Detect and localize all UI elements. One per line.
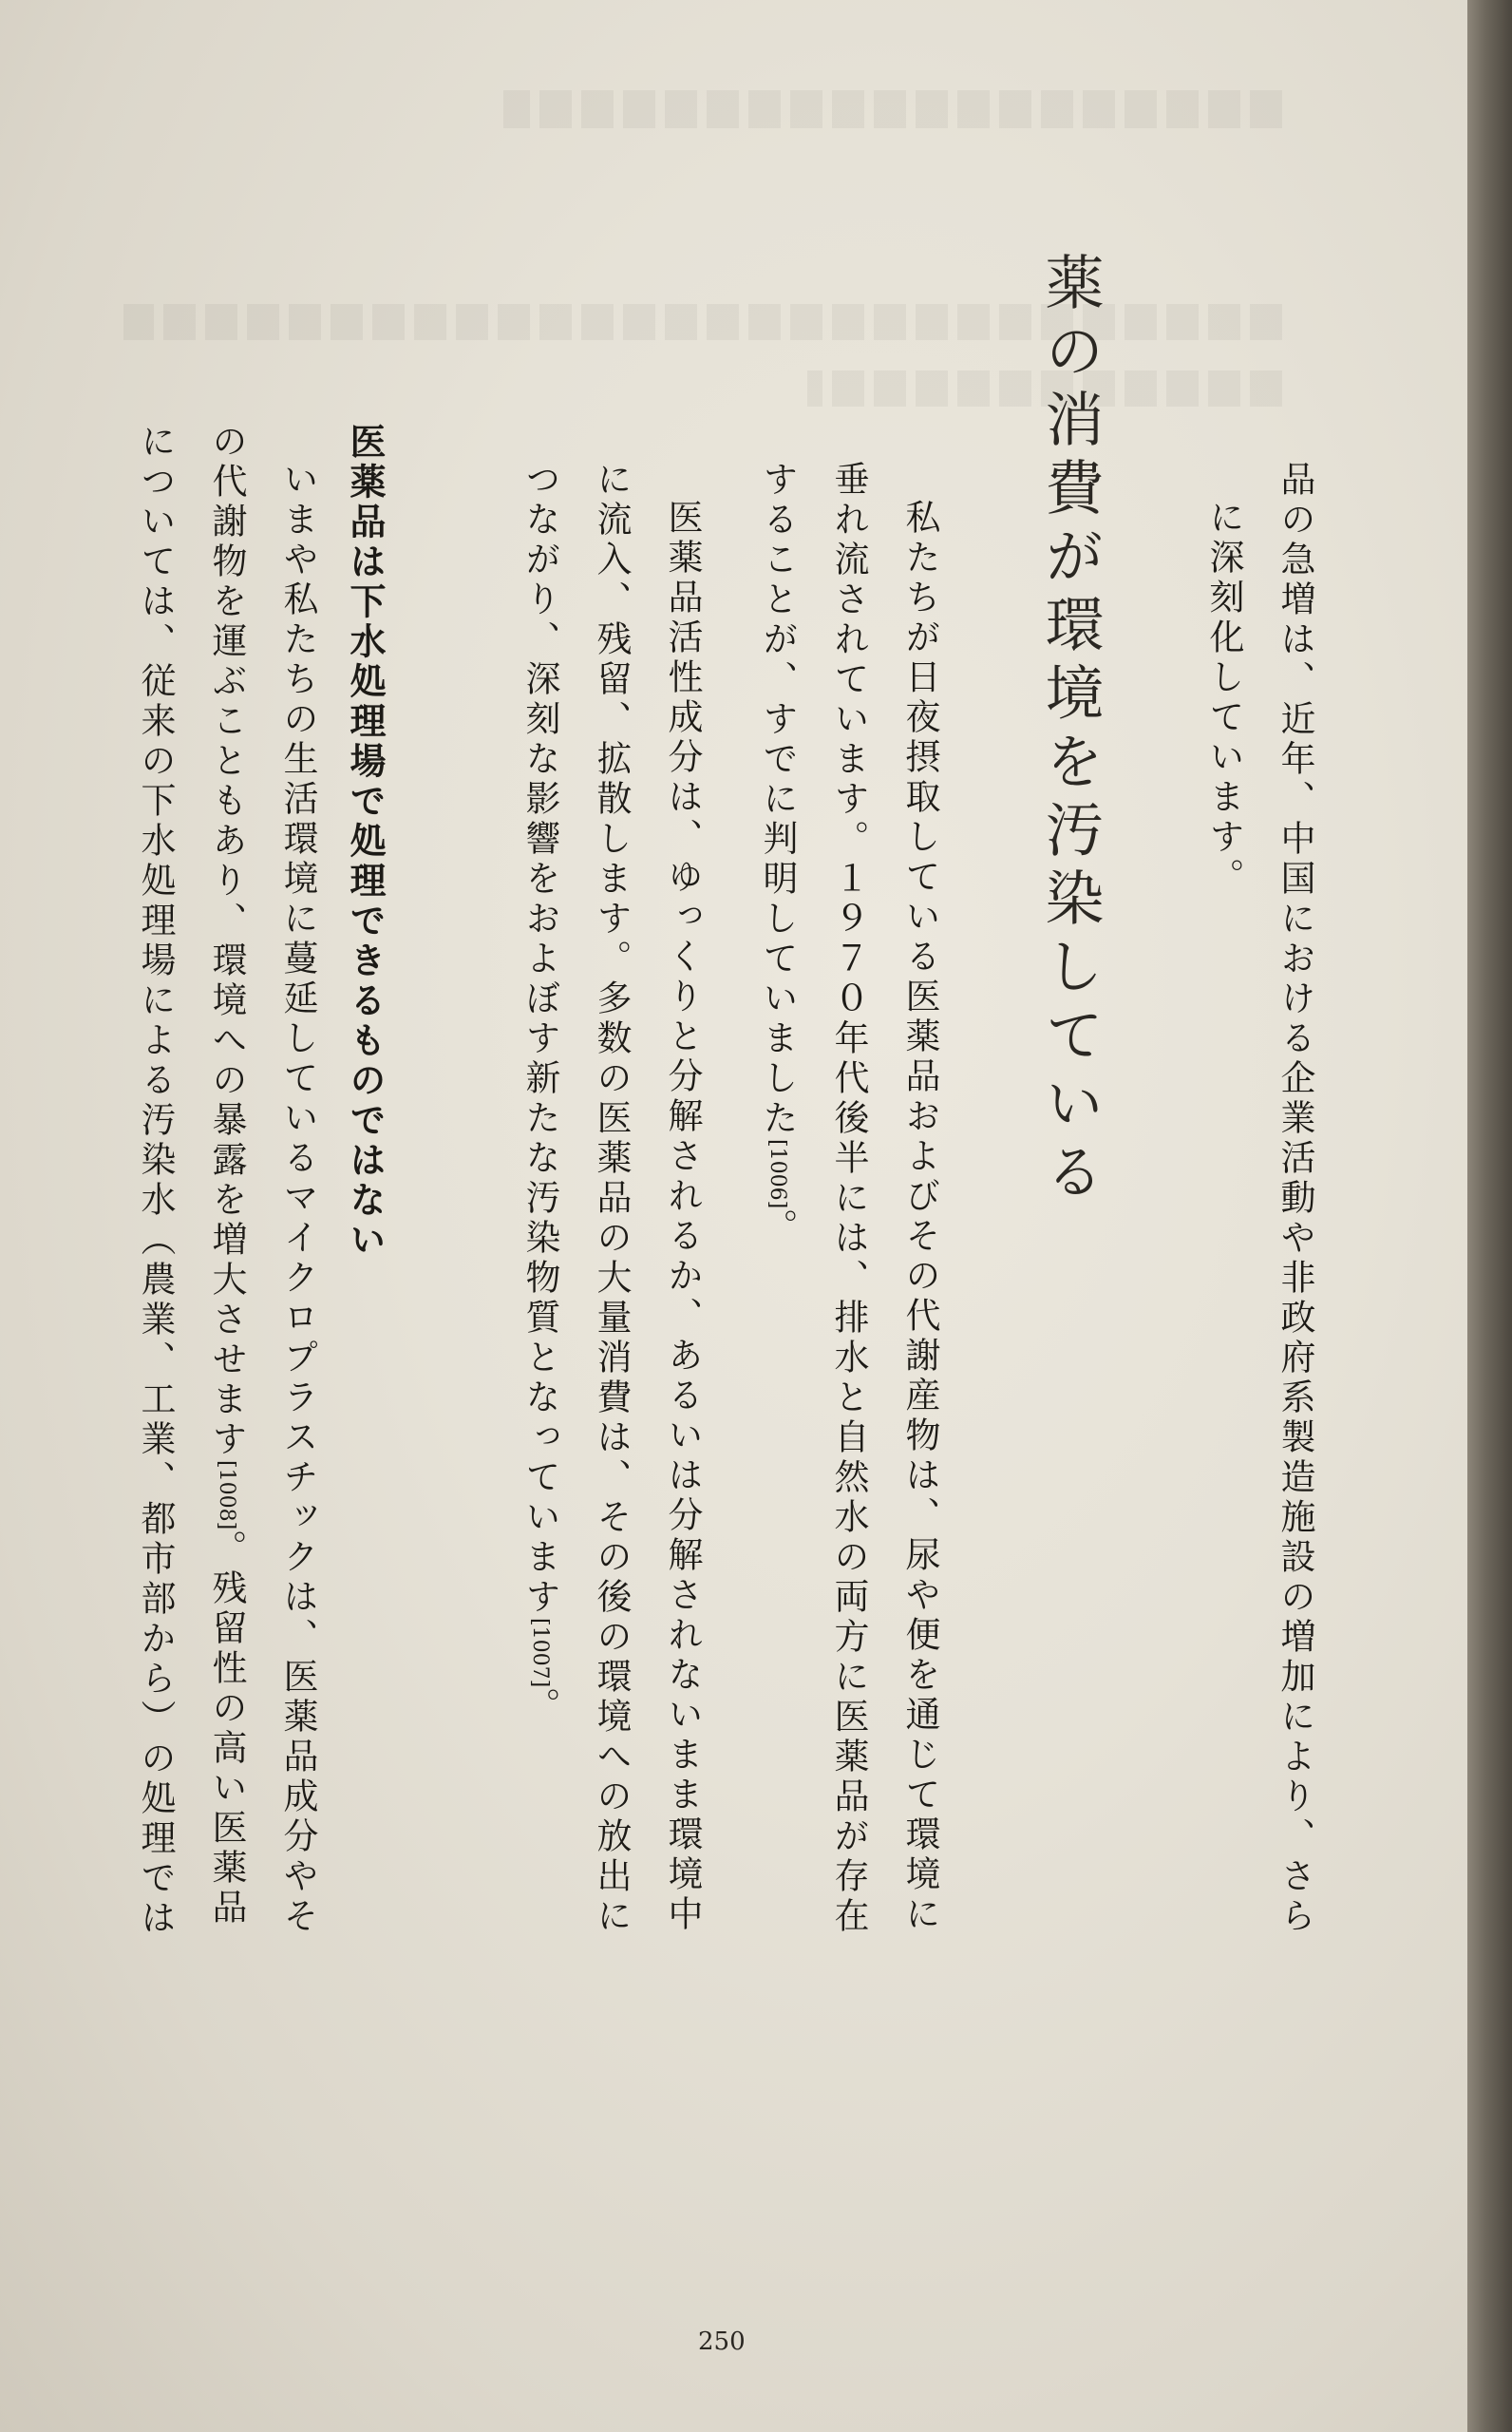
text-column-7: に流入、残留、拡散します。多数の医薬品の大量消費は、その後の環境への放出に [591,461,632,1937]
show-through-mark [503,90,1282,128]
citation-ref: [1008] [215,1460,238,1530]
sentence-end: 。 [757,1208,798,1249]
section-heading: 薬の消費が環境を汚染している [1035,252,1105,1209]
text-column-1: 品の急増は、近年、中国における企業活動や非政府系製造施設の増加により、さら [1275,461,1315,1937]
sentence-end: 。 [206,1530,247,1570]
text-column-10-body: の代謝物を運ぶこともあり、環境への暴露を増大させます [206,423,247,1460]
text-column-10-tail: 残留性の高い医薬品 [206,1569,247,1929]
text-column-3: 私たちが日夜摂取している医薬品およびその代謝産物は、尿や便を通じて環境に [899,499,940,1935]
show-through-mark [123,304,1282,340]
text-column-5-body: することが、すでに判明していました [757,461,798,1139]
text-column-5 [757,461,798,1249]
citation-ref: [1007] [528,1618,552,1688]
text-column-2: に深刻化しています。 [1203,499,1244,898]
citation-ref: [1006] [765,1139,789,1209]
text-column-11: については、従来の下水処理場による汚染水（農業、工業、都市部から）の処理では [135,423,176,1939]
page-edge [1467,0,1512,2432]
subheading: 医薬品は下水処理場で処理できるものではない [344,423,386,1261]
text-column-6: 医薬品活性成分は、ゆっくりと分解されるか、あるいは分解されないまま環境中 [662,499,703,1935]
text-column-9: いまや私たちの生活環境に蔓延しているマイクロプラスチックは、医薬品成分やそ [277,461,318,1937]
page-number: 250 [698,2328,746,2356]
text-column-8-body: つながり、深刻な影響をおよぼす新たな汚染物質となっています [520,461,560,1618]
text-column-4: 垂れ流されています。１９７０年代後半には、排水と自然水の両方に医薬品が存在 [828,461,869,1937]
text-column-8 [522,461,558,1727]
text-column-10 [206,423,247,1929]
sentence-end: 。 [520,1687,560,1728]
